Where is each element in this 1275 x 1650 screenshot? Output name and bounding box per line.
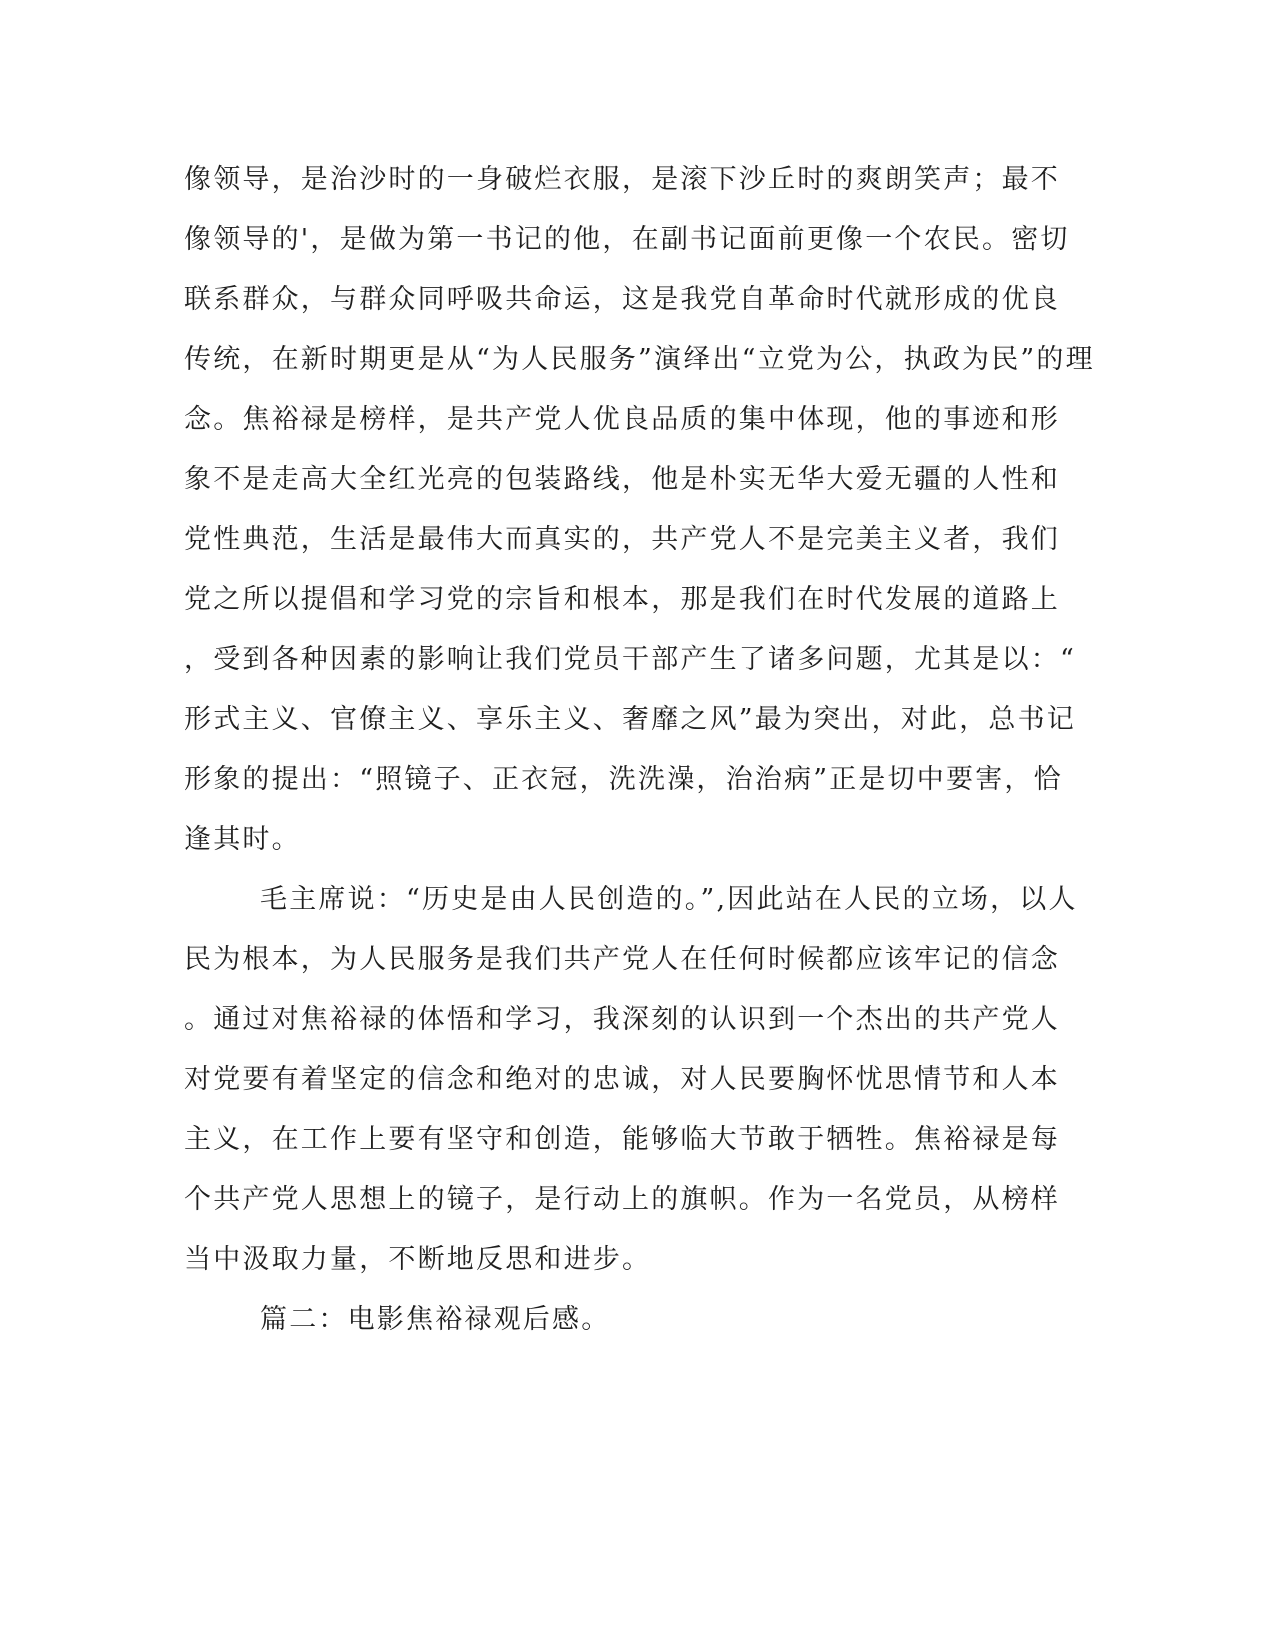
paragraph-1-line-2: 像领导的'，是做为第一书记的他，在副书记面前更像一个农民。密切 — [184, 224, 1070, 255]
paragraph-2-line-7: 当中汲取力量，不断地反思和进步。 — [184, 1244, 652, 1275]
paragraph-1-line-10: 形式主义、官僚主义、享乐主义、奢靡之风”最为突出，对此，总书记 — [184, 704, 1077, 735]
paragraph-1-line-12: 逢其时。 — [184, 824, 301, 855]
paragraph-1-line-11: 形象的提出：“照镜子、正衣冠，洗洗澡，治治病”正是切中要害，恰 — [184, 764, 1063, 795]
paragraph-1-line-6: 象不是走高大全红光亮的包装路线，他是朴实无华大爱无疆的人性和 — [184, 464, 1060, 495]
paragraph-1-line-1: 像领导，是治沙时的一身破烂衣服，是滚下沙丘时的爽朗笑声；最不 — [184, 164, 1060, 195]
paragraph-1-line-8: 党之所以提倡和学习党的宗旨和根本，那是我们在时代发展的道路上 — [184, 584, 1060, 615]
paragraph-1-line-7: 党性典范，生活是最伟大而真实的，共产党人不是完美主义者，我们 — [184, 524, 1060, 555]
paragraph-2-line-2: 民为根本，为人民服务是我们共产党人在任何时候都应该牢记的信念 — [184, 944, 1060, 975]
paragraph-2-line-5: 主义，在工作上要有坚守和创造，能够临大节敢于牺牲。焦裕禄是每 — [184, 1124, 1060, 1155]
section-heading: 篇二：电影焦裕禄观后感。 — [260, 1304, 611, 1335]
paragraph-2-line-4: 对党要有着坚定的信念和绝对的忠诚，对人民要胸怀忧思情节和人本 — [184, 1064, 1060, 1095]
paragraph-1-line-3: 联系群众，与群众同呼吸共命运，这是我党自革命时代就形成的优良 — [184, 284, 1060, 315]
paragraph-1-line-4: 传统，在新时期更是从“为人民服务”演绎出“立党为公，执政为民”的理 — [184, 344, 1095, 375]
paragraph-2-line-1: 毛主席说：“历史是由人民创造的。”,因此站在人民的立场，以人 — [260, 884, 1078, 915]
paragraph-1-line-5: 念。焦裕禄是榜样，是共产党人优良品质的集中体现，他的事迹和形 — [184, 404, 1060, 435]
paragraph-1-line-9: ，受到各种因素的影响让我们党员干部产生了诸多问题，尤其是以：“ — [184, 644, 1077, 675]
paragraph-2-line-6: 个共产党人思想上的镜子，是行动上的旗帜。作为一名党员，从榜样 — [184, 1184, 1060, 1215]
paragraph-2-line-3: 。通过对焦裕禄的体悟和学习，我深刻的认识到一个杰出的共产党人 — [184, 1004, 1060, 1035]
